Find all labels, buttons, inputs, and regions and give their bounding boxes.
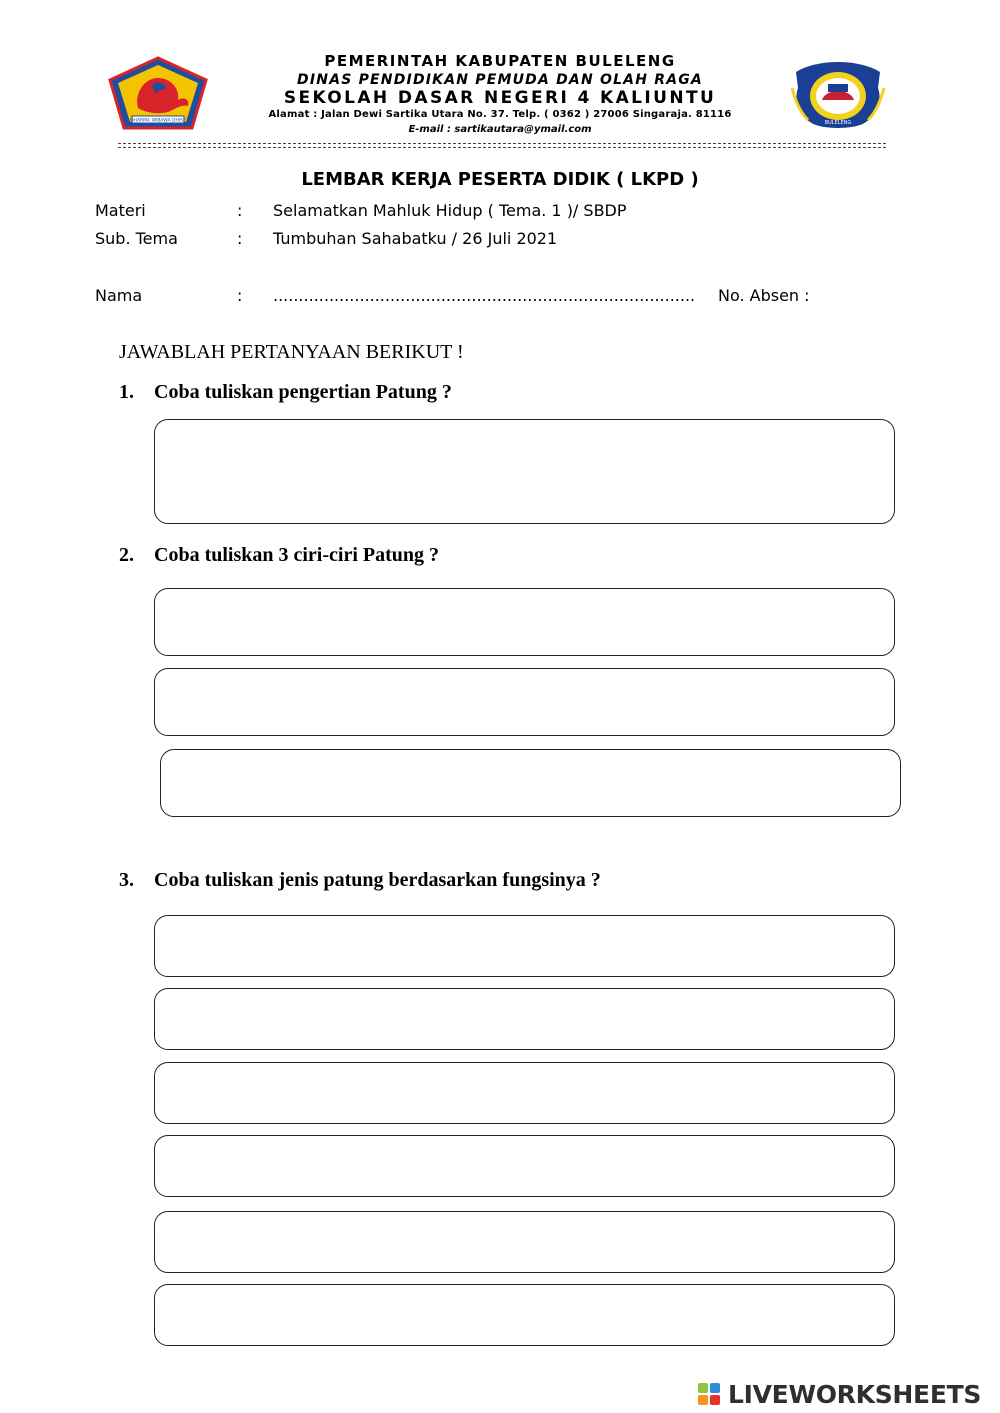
question-1	[119, 381, 452, 404]
subtema-colon: :	[237, 229, 243, 248]
materi-value: Selamatkan Mahluk Hidup ( Tema. 1 )/ SBDP	[273, 201, 627, 220]
worksheet-title: LEMBAR KERJA PESERTA DIDIK ( LKPD )	[301, 169, 699, 190]
question-2	[119, 544, 439, 567]
answer-box-2a[interactable]	[154, 588, 895, 656]
left-logo-caption: DHARMA WIBAWA DHISE	[130, 118, 186, 124]
buleleng-regency-logo	[108, 56, 208, 130]
answer-box-2c[interactable]	[160, 749, 901, 817]
nama-label: Nama	[95, 286, 143, 305]
answer-box-2b[interactable]	[154, 668, 895, 736]
liveworksheets-logo-icon	[698, 1383, 720, 1405]
subtema-value: Tumbuhan Sahabatku / 26 Juli 2021	[273, 229, 558, 248]
nama-field[interactable]: ...................................................................................	[273, 286, 696, 305]
letterhead-school-name: SEKOLAH DASAR NEGERI 4 KALIUNTU	[283, 88, 717, 108]
subtema-label: Sub. Tema	[95, 229, 178, 248]
question-text: Coba tuliskan pengertian Patung ?	[154, 381, 452, 403]
question-text: Coba tuliskan 3 ciri-ciri Patung ?	[154, 544, 440, 566]
answer-box-3a[interactable]	[154, 915, 895, 977]
materi-label: Materi	[95, 201, 146, 220]
letterhead-department: DINAS PENDIDIKAN PEMUDA DAN OLAH RAGA	[297, 72, 703, 88]
watermark-text: LIVEWORKSHEETS	[728, 1380, 982, 1409]
question-number: 1.	[119, 381, 134, 403]
liveworksheets-watermark	[698, 1379, 998, 1409]
instruction: JAWABLAH PERTANYAAN BERIKUT !	[119, 341, 464, 363]
answer-box-3b[interactable]	[154, 988, 895, 1050]
letterhead-divider	[118, 147, 886, 148]
letterhead-address: Alamat : Jalan Dewi Sartika Utara No. 37. Telp. ( 0362 ) 27006 Singaraja. 81116	[268, 109, 732, 120]
letterhead-divider	[118, 143, 886, 144]
letterhead-email: E-mail : sartikautara@ymail.com	[408, 124, 592, 135]
right-logo-caption: BULELENG	[824, 120, 852, 126]
absen-label: No. Absen :	[718, 286, 810, 305]
letterhead-government: PEMERINTAH KABUPATEN BULELENG	[324, 52, 676, 70]
question-3	[119, 869, 601, 892]
answer-box-3c[interactable]	[154, 1062, 895, 1124]
answer-box-3f[interactable]	[154, 1284, 895, 1346]
question-text: Coba tuliskan jenis patung berdasarkan fungsinya ?	[154, 869, 601, 891]
education-office-logo	[790, 58, 886, 132]
question-number: 3.	[119, 869, 134, 891]
materi-colon: :	[237, 201, 243, 220]
nama-colon: :	[237, 286, 243, 305]
answer-box-3e[interactable]	[154, 1211, 895, 1273]
answer-box-1[interactable]	[154, 419, 895, 524]
question-number: 2.	[119, 544, 134, 566]
answer-box-3d[interactable]	[154, 1135, 895, 1197]
